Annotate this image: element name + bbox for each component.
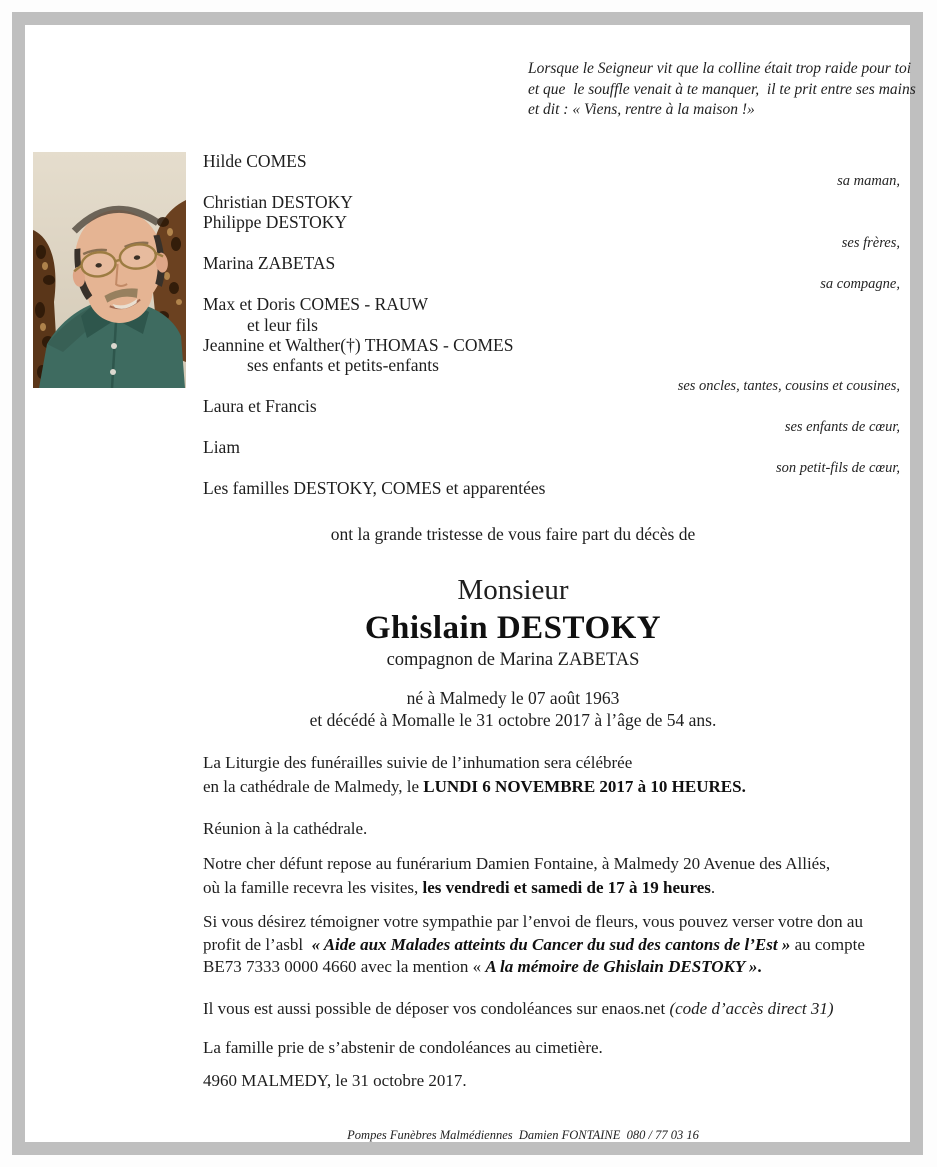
paragraph-line: Notre cher défunt repose au funérarium Damien Fontaine, à Malmedy 20 Avenue des Alliés, [203,854,831,873]
epigraph-quote [528,59,920,121]
text-segment: au compte [790,934,865,954]
announcement-intro: ont la grande tristesse de vous faire part du décès de [330,524,696,544]
paragraph-donation [203,911,915,979]
text-segment: profit de l’asbl [203,934,312,954]
relationship-label: sa compagne, [820,275,900,292]
paragraph-cemetery [203,1036,915,1060]
family-member: Les familles DESTOKY, COMES et apparentées [203,478,546,498]
paragraph-line [203,775,915,799]
epigraph-line: et dit : « Viens, rentre à la maison !» [528,101,755,119]
family-member: Christian DESTOKY [203,191,353,212]
family-member: Marina ZABETAS [203,253,336,274]
epigraph-line: Lorsque le Seigneur vit que la colline était trop raide pour toi [528,60,912,77]
deceased-relation: compagnon de Marina ZABETAS [386,650,640,670]
paragraph-line: Réunion à la cathédrale. [203,819,368,838]
family-member-sub: et leur fils [247,314,318,335]
paragraph-line [203,956,915,979]
place-date-line [203,1069,915,1093]
paragraph-line: 4960 MALMEDY, le 31 octobre 2017. [203,1071,467,1090]
paragraph-line: La Liturgie des funérailles suivie de l’inhumation sera célébrée [203,753,633,772]
family-member: Max et Doris COMES - RAUW [203,294,429,315]
birth-line: né à Malmedy le 07 août 1963 [406,688,620,708]
family-member: Jeannine et Walther(†) THOMAS - COMES [203,334,514,355]
charity-name: « Aide aux Malades atteints du Cancer du sud des cantons de l’Est » [311,934,791,954]
announcement-block [128,523,898,731]
text-segment: où la famille recevra les visites, [203,877,423,897]
deceased-name: Ghislain DESTOKY [364,610,662,646]
paragraph-line: Si vous désirez témoigner votre sympathie par l’envoi de fleurs, vous pouvez verser votre don au [203,912,863,931]
footer [138,1128,908,1143]
text-segment: Il vous est aussi possible de déposer vos condoléances sur enaos.net [203,999,670,1018]
deceased-title: Monsieur [457,574,569,606]
access-code: (code d’accès direct 31) [669,999,834,1018]
paragraph-condolences [203,997,915,1021]
family-member: Laura et Francis [203,396,317,417]
relationship-label: son petit-fils de cœur, [775,459,900,476]
death-line: et décédé à Momalle le 31 octobre 2017 à l’âge de 54 ans. [309,710,717,730]
family-member: Liam [203,437,240,458]
family-member: Hilde COMES [203,151,307,171]
paragraph-line [203,934,915,957]
relationship-label: ses frères, [841,234,900,251]
relationship-label: sa maman, [837,173,900,190]
paragraph-liturgy [203,751,915,798]
funeral-home-credit: Pompes Funèbres Malmédiennes Damien FONTAINE 080 / 77 03 16 [347,1128,699,1142]
ceremony-datetime: LUNDI 6 NOVEMBRE 2017 à 10 HEURES. [423,776,746,796]
family-member-sub: ses enfants et petits-enfants [247,355,439,376]
paragraph-reunion [203,817,915,841]
epigraph-line: et que le souffle venait à te manquer, il te prit entre ses mains [528,80,916,98]
paragraph-line [203,997,915,1021]
text-segment: . [757,957,762,976]
paragraph-line [203,876,915,900]
text-segment: en la cathédrale de Malmedy, le [203,776,424,796]
relationship-label: ses enfants de cœur, [784,418,900,435]
bank-account-number: BE73 7333 0000 4660 avec la mention « [203,957,486,976]
family-member: Philippe DESTOKY [203,212,348,233]
paragraph-funerarium [203,852,915,899]
donation-mention: A la mémoire de Ghislain DESTOKY » [485,957,758,976]
text-segment: . [710,877,716,897]
visit-hours: les vendredi et samedi de 17 à 19 heures [422,877,711,897]
family-list [25,151,910,498]
relationship-label: ses oncles, tantes, cousins et cousines, [677,377,900,394]
paragraph-line: La famille prie de s’abstenir de condoléances au cimetière. [203,1038,603,1057]
